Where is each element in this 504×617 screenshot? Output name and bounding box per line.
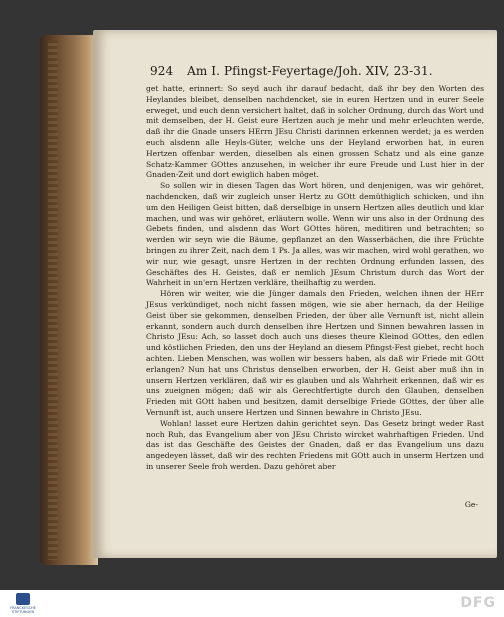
running-title: Am I. Pfingst-Feyertage/Joh. XIV, 23-31. [187,64,433,78]
institution-logo-mark [16,593,30,605]
body-text [146,84,484,473]
page-edges [48,40,58,560]
institution-logo [6,593,40,615]
footer-bar [0,590,504,617]
paragraph: Hören wir weiter, wie die Jünger damals den Frieden, welchen ihnen der HErr JEsus verkündiget, noch nicht fassen mögen, wie sie aber hernach, da der Heilige Geist über sie gekommen, denselben Frieden, der über alle Vernunft ist, nicht allein erkannt, sondern auch durch denselben ihre Hertzen und Sinnen bewahren lassen in Christo JEsu: Ach, so lasset doch auch uns dieses theure Kleinod GOttes, den edlen und köstlichen Frieden, den uns der Heyland an diesem Pfingst-Fest giebet, recht hoch achten. Lieben Menschen, was wollen wir bessers haben, als daß wir Friede mit GOtt erlangen? Nun hat uns Christus denselben erworben, der H. Geist aber muß ihn in unsern Hertzen verklären, daß wir es glauben und als Wahrheit erkennen, daß wir es uns zueignen mögen; daß wir als Gerechtfertigte durch den Glauben, denselben Frieden mit GOtt haben und besitzen, damit derselbige Friede GOttes, der über alle Vernunft ist, auch unsere Hertzen und Sinnen bewahre in Christo JEsu. [146,289,484,417]
paragraph: Wohlan! lasset eure Hertzen dahin gerichtet seyn. Das Gesetz bringt weder Rast noch Ruh, das Evangelium aber von JEsu Christo wircket wahrhaftigen Frieden. Und das ist das Geschäfte des Geistes der Gnaden, daß er das Evangelium uns dazu angedeyen lässet, daß wir des rechten Friedens mit GOtt auch in unserm Hertzen und in unserer Seele froh werden. Dazu gehöret aber [146,418,484,471]
page-header [150,64,480,82]
paragraph: get hatte, erinnert: So seyd auch ihr darauf bedacht, daß ihr bey den Worten des Heylandes bleibet, denselben nachdencket, sie in euren Hertzen und in eurer Seele erweget, und euch denn versichert haltet, daß in solcher Ordnung, durch das Wort und mit demselben, der H. Geist eure Hertzen auch je mehr und mehr erleuchten werde, daß ihr die Gnade unsers HErrn JEsu Christi darinnen erkennen werdet; ja es werden euch alsdenn alle Heyls-Güter, welche uns der Heyland erworben hat, in euren Hertzen offenbar werden, dieselben als einen grossen Schatz und als eine ganze Schatz-Kammer GOttes anzusehen, in welcher ihr eure Freude und Lust hier in der Gnaden-Zeit und dort ewiglich haben möget. [146,84,484,180]
paragraph: So sollen wir in diesen Tagen das Wort hören, und denjenigen, was wir gehöret, nachdencken, daß wir zugleich unser Hertz zu GOtt demüthiglich schicken, und ihn um den Heiligen Geist bitten, daß derselbige in unsern Hertzen alles deutlich und klar machen, und was wir gehöret, erläutern wolle. Wenn wir uns also in der Ordnung des Gebets finden, und alsdenn das Wort GOttes hören, meditiren und betrachten; so werden wir seyn wie die Bäume, gepflanzet an den Wasserbächen, die ihre Früchte bringen zu ihrer Zeit, nach dem 1 Ps. Ja alles, was wir machen, wird wohl gerathen, wo wir nur, wie gesagt, unsre Hertzen in der rechten Ordnung erfunden lassen, des Geschäftes des H. Geistes, daß er nemlich JEsum Christum durch das Wort der Wahrheit in un'ern Hertzen verkläre, theilhaftig zu werden. [146,181,484,288]
page-number: 924 [150,64,174,78]
catchword: Ge- [464,500,478,509]
institution-logo-text: FRANCKESCHE STIFTUNGEN [10,606,36,614]
dfg-logo: DFG [460,595,496,611]
